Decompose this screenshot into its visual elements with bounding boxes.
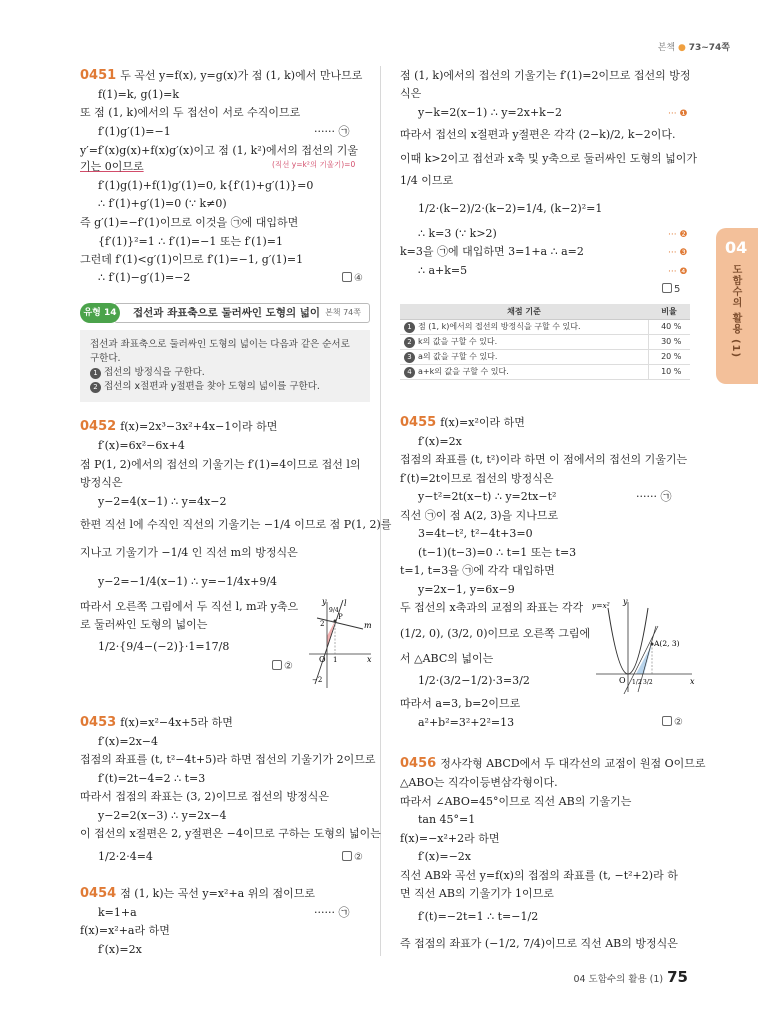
grading-row: 4 a+k의 값을 구할 수 있다. 10 %: [400, 364, 690, 379]
step-marker: ··· ❶: [668, 109, 688, 119]
solution-line: 또 점 (1, k)에서의 두 접선이 서로 수직이므로: [80, 106, 301, 119]
solution-line: f′(x)=2x: [418, 435, 462, 448]
origin-label: O: [619, 676, 626, 685]
solution-line: ∴ k=3 (∵ k>2): [418, 227, 497, 240]
chapter-number: 04: [725, 238, 748, 257]
equation-marker: ······ ㉠: [314, 125, 350, 138]
solution-line: f(x)=−x²+2라 하면: [400, 832, 500, 845]
type-heading: [80, 303, 370, 323]
page-reference: 본책 ● 73~74쪽: [657, 43, 730, 53]
solution-line: y−k=2(x−1) ∴ y=2x+k−2: [418, 106, 563, 119]
solution-line: 즉 g′(1)=−f′(1)이므로 이것을 ㉠에 대입하면: [80, 216, 299, 229]
grading-row: 2 k의 값을 구할 수 있다. 30 %: [400, 334, 690, 349]
solution-line: f(1)=k, g(1)=k: [98, 88, 180, 101]
solution-line: 따라서 오른쪽 그림에서 두 직선 l, m과 y축으: [80, 600, 299, 613]
solution-line: k=1+a: [98, 906, 137, 919]
solution-line: y=2x−1, y=6x−9: [418, 583, 515, 596]
solution-line: 따라서 접선의 x절편과 y절편은 각각 (2−k)/2, k−2이다.: [400, 128, 676, 141]
solution-line: 그런데 f′(1)<g′(1)이므로 f′(1)=−1, g′(1)=1: [80, 253, 304, 266]
solution-line: y−2=4(x−1) ∴ y=4x−2: [98, 495, 227, 508]
chapter-tab[interactable]: [716, 228, 758, 384]
solution-line: f′(1)g(1)+f(1)g′(1)=0, k{f′(1)+g′(1)}=0: [98, 179, 314, 192]
solution-line: 기는 0이므로: [80, 160, 144, 173]
solution-line: 1/2·2·4=4: [98, 850, 153, 863]
axis-x-label: x: [367, 655, 372, 664]
solution-line: f′(t)=2t이므로 접선의 방정식은: [400, 472, 554, 485]
answer-badge: 5: [662, 283, 680, 297]
solution-line: 이 접선의 x절편은 2, y절편은 −4이므로 구하는 도형의 넓이는: [80, 827, 381, 840]
tick-label: 1/2: [632, 679, 642, 686]
solution-line: y−2=2(x−3) ∴ y=2x−4: [98, 809, 227, 822]
answer-badge: ②: [342, 851, 363, 865]
type-badge: 유형 14: [80, 303, 120, 323]
solution-line: 직선 ㉠이 점 A(2, 3)을 지나므로: [400, 509, 559, 522]
grading-row: 1 점 (1, k)에서의 접선의 방정식을 구할 수 있다. 40 %: [400, 319, 690, 334]
equation-marker: ······ ㉠: [636, 490, 672, 503]
problem-number: 0455: [400, 415, 437, 430]
solution-line: 면 직선 AB의 기울기가 1이므로: [400, 887, 554, 900]
step-3-icon: 3: [404, 352, 415, 363]
tick-label: 2: [320, 620, 325, 628]
step-marker: ··· ❸: [668, 248, 688, 258]
solution-line: y−t²=2t(x−t) ∴ y=2tx−t²: [418, 490, 557, 503]
solution-line: 서 △ABC의 넓이는: [400, 652, 494, 665]
solution-line: {f′(1)}²=1 ∴ f′(1)=−1 또는 f′(1)=1: [98, 235, 283, 248]
line-label: l: [344, 599, 347, 608]
solution-line: 따라서 ∠ABO=45°이므로 직선 AB의 기울기는: [400, 795, 632, 808]
solution-line: 점 (1, k)에서의 접선의 기울기는 f′(1)=2이므로 접선의 방정: [400, 69, 691, 82]
solution-line: ∴ f′(1)+g′(1)=0 (∵ k≠0): [98, 197, 227, 210]
problem-0455-line: 0455 f(x)=x²이라 하면: [400, 415, 525, 430]
solution-line: tan 45°=1: [418, 813, 476, 826]
answer-icon: [662, 283, 672, 293]
problem-0453-line: 0453 f(x)=x²−4x+5라 하면: [80, 715, 233, 730]
axis-y-label: y: [322, 597, 327, 606]
grading-table: [400, 304, 690, 380]
axis-y-label: y: [623, 597, 628, 606]
problem-0456-line: 0456 정사각형 ABCD에서 두 대각선의 교점이 원점 O이므로: [400, 756, 706, 771]
column-divider: [380, 66, 381, 956]
answer-badge: ②: [272, 660, 293, 674]
step-1-icon: 1: [404, 322, 415, 333]
solution-line: 로 둘러싸인 도형의 넓이는: [80, 618, 208, 631]
solution-line: 1/4 이므로: [400, 174, 454, 187]
problem-number: 0452: [80, 419, 117, 434]
type-title: 접선과 좌표축으로 둘러싸인 도형의 넓이 본책 74쪽: [114, 303, 370, 323]
graph-0455: [592, 596, 698, 694]
solution-line: 따라서 a=3, b=2이므로: [400, 697, 521, 710]
solution-line: ∴ a+k=5: [418, 264, 468, 277]
answer-badge: ②: [662, 716, 683, 730]
problem-number: 0451: [80, 68, 117, 83]
solution-line: f′(x)=2x: [98, 943, 142, 956]
equation-marker: ······ ㉠: [314, 906, 350, 919]
solution-line: (1/2, 0), (3/2, 0)이므로 오른쪽 그림에: [400, 627, 591, 640]
solution-line: 한편 직선 l에 수직인 직선의 기울기는 −1/4 이므로 점 P(1, 2)를: [80, 518, 392, 531]
point-label: P: [338, 613, 343, 621]
answer-badge: ④: [342, 272, 363, 286]
solution-line: 3=4t−t², t²−4t+3=0: [418, 527, 533, 540]
step-2-icon: 2: [404, 337, 415, 348]
solution-line: ∴ f′(1)−g′(1)=−2: [98, 271, 191, 284]
answer-icon: [342, 851, 352, 861]
solution-line: 따라서 접점의 좌표는 (3, 2)이므로 접선의 방정식은: [80, 790, 329, 803]
problem-0454-line: 0454 점 (1, k)는 곡선 y=x²+a 위의 점이므로: [80, 886, 315, 901]
page-footer: [560, 968, 688, 986]
grading-header-ratio: 비율: [648, 304, 690, 319]
grading-header-criteria: 채점 기준: [400, 304, 648, 319]
tick-label: 1: [333, 656, 338, 664]
solution-line: 1/2·{9/4−(−2)}·1=17/8: [98, 640, 230, 653]
step-marker: ··· ❹: [668, 267, 688, 277]
solution-line: 두 접선의 x축과의 교점의 좌표는 각각: [400, 601, 584, 614]
solution-line: 즉 접점의 좌표가 (−1/2, 7/4)이므로 직선 AB의 방정식은: [400, 937, 678, 950]
grading-row: 3 a의 값을 구할 수 있다. 20 %: [400, 349, 690, 364]
solution-line: 이때 k>2이고 접선과 x축 및 y축으로 둘러싸인 도형의 넓이가: [400, 152, 698, 165]
margin-note: (직선 y=k²의 기울기)=0: [272, 160, 356, 169]
solution-line: y−2=−1/4(x−1) ∴ y=−1/4x+9/4: [98, 575, 278, 588]
bullet-icon: ●: [677, 43, 686, 53]
solution-line: 점 P(1, 2)에서의 접선의 기울기는 f′(1)=4이므로 접선 l의: [80, 458, 361, 471]
solution-line: △ABO는 직각이등변삼각형이다.: [400, 776, 558, 789]
problem-number: 0454: [80, 886, 117, 901]
graph-0452: [305, 596, 375, 692]
chapter-title: 도함수의 활용 (1): [730, 264, 741, 359]
solution-line: f′(1)g′(1)=−1: [98, 125, 171, 138]
origin-label: O: [319, 655, 326, 664]
solution-line: f′(x)=6x²−6x+4: [98, 439, 185, 452]
solution-line: f′(x)=2x−4: [98, 735, 158, 748]
problem-0451-line: 0451 두 곡선 y=f(x), y=g(x)가 점 (1, k)에서 만나므로: [80, 68, 363, 83]
point-label: A(2, 3): [654, 639, 680, 648]
step-2-icon: 2: [90, 382, 101, 393]
problem-number: 0456: [400, 756, 437, 771]
solution-line: (t−1)(t−3)=0 ∴ t=1 또는 t=3: [418, 546, 577, 559]
step-4-icon: 4: [404, 367, 415, 378]
solution-line: k=3을 ㉠에 대입하면 3=1+a ∴ a=2: [400, 245, 584, 258]
solution-line: 접점의 좌표를 (t, t²−4t+5)라 하면 접선의 기울기가 2이므로: [80, 753, 376, 766]
solution-line: f′(x)=−2x: [418, 850, 471, 863]
solution-line: 1/2·(3/2−1/2)·3=3/2: [418, 674, 530, 687]
answer-icon: [272, 660, 282, 670]
tick-label: 9/4: [329, 607, 339, 614]
solution-line: y′=f′(x)g(x)+f(x)g′(x)이고 점 (1, k²)에서의 접선의 기울: [80, 144, 359, 157]
page-number: 75: [667, 968, 688, 986]
solution-line: 방정식은: [80, 476, 123, 489]
problem-0452-line: 0452 f(x)=2x³−3x²+4x−1이라 하면: [80, 419, 278, 434]
solution-line: 1/2·(k−2)/2·(k−2)=1/4, (k−2)²=1: [418, 202, 603, 215]
solution-line: 식은: [400, 87, 422, 100]
answer-icon: [342, 272, 352, 282]
footer-section: 04 도함수의 활용 (1): [573, 974, 664, 985]
curve-label: y=x²: [592, 601, 610, 610]
step-1-icon: 1: [90, 368, 101, 379]
solution-line: 직선 AB와 곡선 y=f(x)의 접점의 좌표를 (t, −t²+2)라 하: [400, 869, 678, 882]
solution-line: a²+b²=3²+2²=13: [418, 716, 515, 729]
type-summary-box: 접선과 좌표축으로 둘러싸인 도형의 넓이는 다음과 같은 순서로 구한다. 1 접선의 방정식을 구한다. 2 접선의 x절편과 y절편을 찾아 도형의 넓이를 구한다.: [80, 330, 370, 402]
solution-line: f(x)=x²+a라 하면: [80, 924, 170, 937]
solution-line: f′(t)=2t−4=2 ∴ t=3: [98, 772, 206, 785]
solution-line: f′(t)=−2t=1 ∴ t=−1/2: [418, 910, 539, 923]
problem-number: 0453: [80, 715, 117, 730]
answer-icon: [662, 716, 672, 726]
axis-x-label: x: [690, 677, 695, 686]
step-marker: ··· ❷: [668, 230, 688, 240]
tick-label: −2: [312, 676, 323, 684]
solution-line: t=1, t=3을 ㉠에 각각 대입하면: [400, 564, 555, 577]
tick-label: 3/2: [643, 679, 653, 686]
solution-line: 접점의 좌표를 (t, t²)이라 하면 이 점에서의 접선의 기울기는: [400, 453, 688, 466]
solution-line: 지나고 기울기가 −1/4 인 직선 m의 방정식은: [80, 546, 298, 559]
line-label: m: [364, 621, 372, 630]
